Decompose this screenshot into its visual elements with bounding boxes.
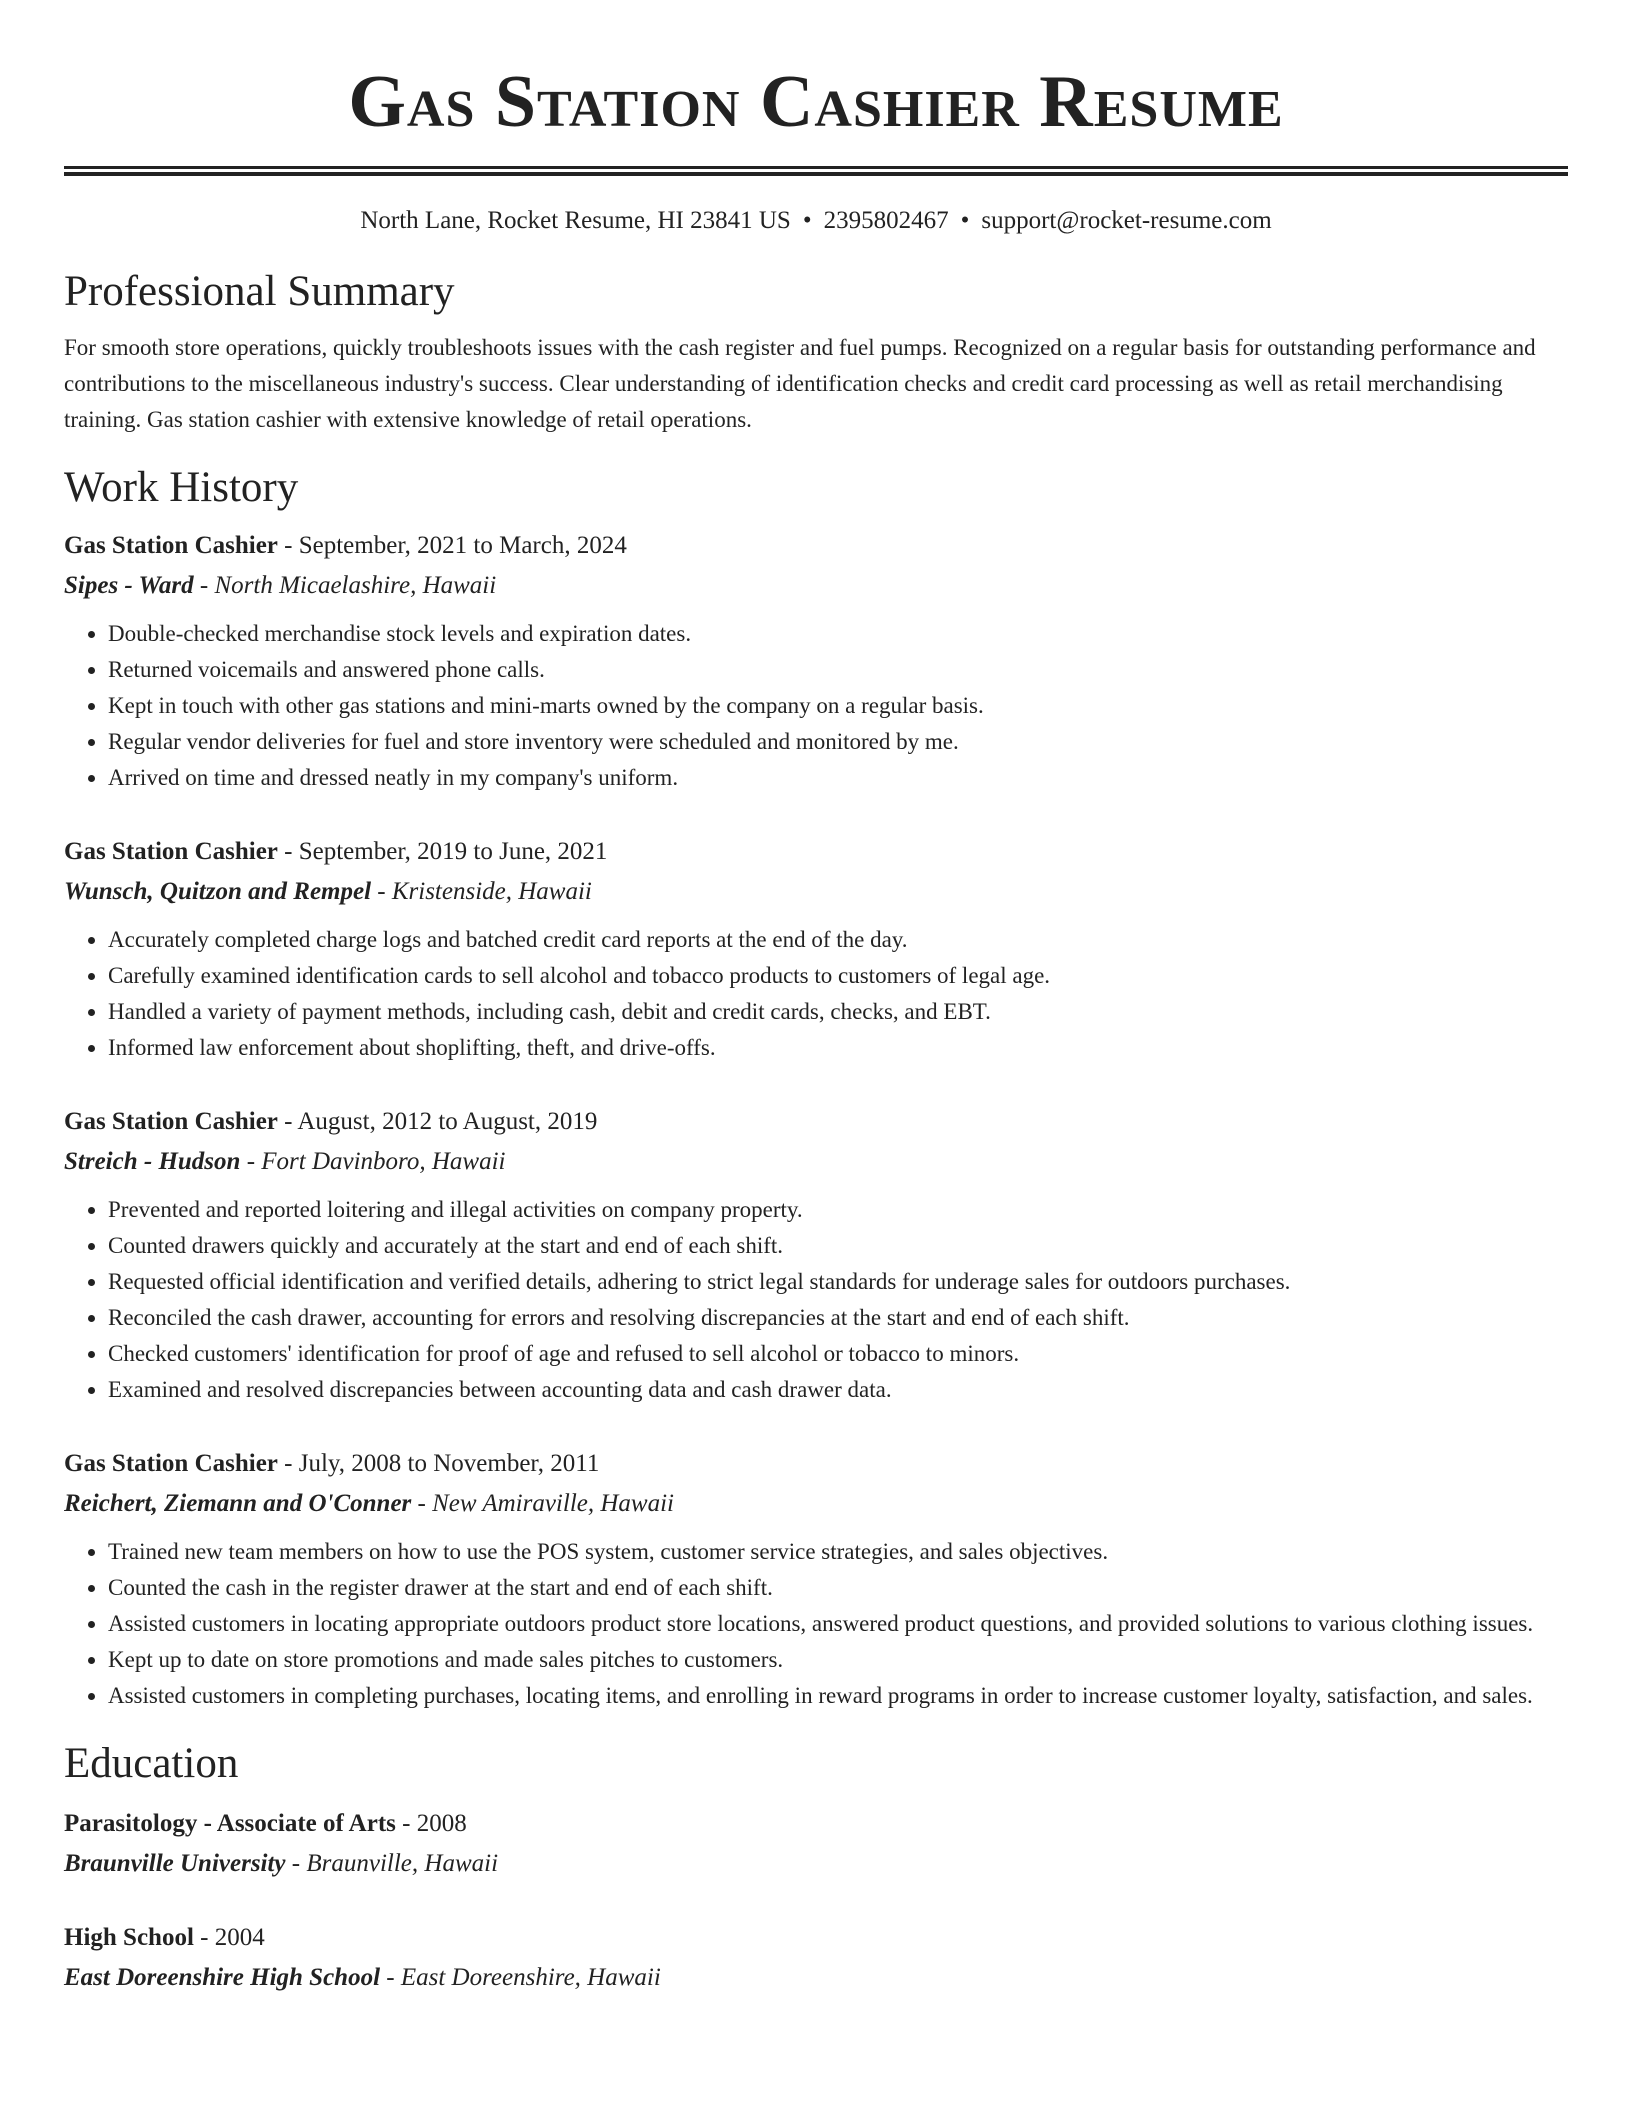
company-location: - Kristenside, Hawaii [371,878,592,905]
job-bullet: • Informed law enforcement about shoplifting, theft, and drive-offs. [108,1030,1568,1066]
contact-line [64,204,1568,238]
title-double-rule [64,166,1568,176]
job-bullet: • Carefully examined identification cards to sell alcohol and tobacco products to customers of legal age. [108,958,1568,994]
summary-text: For smooth store operations, quickly troubleshoots issues with the cash register and fuel pumps. Recognized on a regular basis for outstanding performance and contributions to the miscellaneous industry's success. Clear understanding of identification checks and credit card processing as well as retail merchandising training. Gas station cashier with extensive knowledge of retail operations. [64,335,1536,432]
resume-title: Gas Station Cashier Resume [348,61,1284,143]
job-dates: - August, 2012 to August, 2019 [277,1108,598,1135]
job-bullet: • Double-checked merchandise stock levels and expiration dates. [108,616,1568,652]
job-title-line [64,1444,1568,1484]
degree-line [64,1804,1568,1844]
degree-line [64,1918,1568,1958]
contact-email: support@rocket-resume.com [981,207,1272,234]
job-bullet: • Checked customers' identification for proof of age and refused to sell alcohol or tobacco to minors. [108,1336,1568,1372]
job-bullet: • Assisted customers in locating appropriate outdoors product store locations, answered product questions, and provided solutions to various clothing issues. [108,1606,1568,1642]
job-dates: - September, 2019 to June, 2021 [277,838,608,865]
contact-address: North Lane, Rocket Resume, HI 23841 US [360,207,791,234]
job-title: Gas Station Cashier [64,1450,278,1477]
school-name: East Doreenshire High School [64,1964,381,1991]
contact-separator: • [802,207,812,234]
job-bullet: • Kept up to date on store promotions and made sales pitches to customers. [108,1642,1568,1678]
degree-name: Parasitology - Associate of Arts [64,1810,396,1837]
education-entry [64,1918,1568,1998]
company-name: Sipes - Ward [64,572,194,599]
contact-phone: 2395802467 [823,207,949,234]
job-bullet-list [64,1192,1568,1408]
job-bullet: • Requested official identification and verified details, adhering to strict legal standards for underage sales for outdoors purchases. [108,1264,1568,1300]
work-history-heading: Work History [64,464,299,511]
school-name: Braunville University [64,1850,286,1877]
job-bullet: • Trained new team members on how to use the POS system, customer service strategies, and sales objectives. [108,1534,1568,1570]
company-name: Wunsch, Quitzon and Rempel [64,878,372,905]
job-title: Gas Station Cashier [64,838,278,865]
job-bullet: • Counted the cash in the register drawer at the start and end of each shift. [108,1570,1568,1606]
company-location: - New Amiraville, Hawaii [411,1490,674,1517]
job-title-line [64,832,1568,872]
job-bullet-list [64,922,1568,1066]
job-bullet: • Assisted customers in completing purchases, locating items, and enrolling in reward programs in order to increase customer loyalty, satisfaction, and sales. [108,1678,1568,1714]
company-location: - Fort Davinboro, Hawaii [240,1148,506,1175]
school-line [64,1844,1568,1884]
job-bullet: • Accurately completed charge logs and batched credit card reports at the end of the day. [108,922,1568,958]
job-bullet: • Arrived on time and dressed neatly in my company's uniform. [108,760,1568,796]
job-title: Gas Station Cashier [64,1108,278,1135]
school-location: - Braunville, Hawaii [285,1850,499,1877]
contact-separator: • [960,207,970,234]
job-bullet-list [64,616,1568,796]
school-location: - East Doreenshire, Hawaii [380,1964,661,1991]
job-bullet: • Regular vendor deliveries for fuel and store inventory were scheduled and monitored by me. [108,724,1568,760]
job-entry [64,1102,1568,1408]
job-bullet: • Handled a variety of payment methods, including cash, debit and credit cards, checks, and EBT. [108,994,1568,1030]
job-entry [64,832,1568,1066]
job-entry [64,526,1568,796]
job-title: Gas Station Cashier [64,532,278,559]
job-bullet: • Kept in touch with other gas stations and mini-marts owned by the company on a regular basis. [108,688,1568,724]
degree-year: - 2004 [193,1924,265,1951]
job-bullet: • Returned voicemails and answered phone calls. [108,652,1568,688]
education-heading: Education [64,1740,239,1787]
company-name: Streich - Hudson [64,1148,241,1175]
company-location: - North Micaelashire, Hawaii [193,572,497,599]
job-title-line [64,526,1568,566]
job-bullet-list [64,1534,1568,1714]
job-bullet: • Prevented and reported loitering and illegal activities on company property. [108,1192,1568,1228]
company-line [64,1142,1568,1182]
education-entry [64,1804,1568,1884]
job-bullet: • Examined and resolved discrepancies between accounting data and cash drawer data. [108,1372,1568,1408]
job-bullet: • Reconciled the cash drawer, accounting for errors and resolving discrepancies at the start and end of each shift. [108,1300,1568,1336]
company-line [64,566,1568,606]
company-name: Reichert, Ziemann and O'Conner [64,1490,412,1517]
job-title-line [64,1102,1568,1142]
job-dates: - July, 2008 to November, 2011 [277,1450,600,1477]
company-line [64,1484,1568,1524]
company-line [64,872,1568,912]
job-bullet: • Counted drawers quickly and accurately at the start and end of each shift. [108,1228,1568,1264]
degree-year: - 2008 [395,1810,467,1837]
job-entry [64,1444,1568,1714]
degree-name: High School [64,1924,194,1951]
summary-heading: Professional Summary [64,268,455,315]
school-line [64,1958,1568,1998]
job-dates: - September, 2021 to March, 2024 [277,532,627,559]
